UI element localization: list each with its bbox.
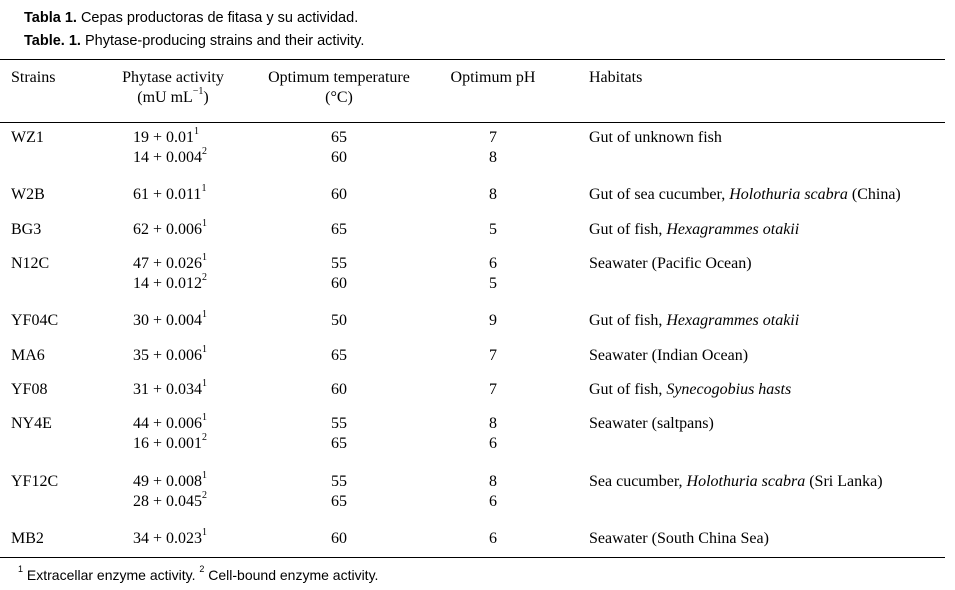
- ph-cell: 6: [489, 255, 497, 272]
- bottom-rule: [0, 557, 945, 558]
- temperature-cell: 65: [331, 347, 347, 364]
- temperature-cell: 65: [331, 435, 347, 452]
- caption-text-es: Cepas productoras de fitasa y su actividad.: [80, 10, 359, 26]
- activity-cell: $31 + 0.034^1$: [133, 377, 208, 398]
- table-caption-es: [24, 9, 358, 27]
- footnote-mark-1: 1: [18, 564, 24, 575]
- strain-cell: W2B: [11, 186, 45, 203]
- ph-cell: 5: [489, 275, 497, 292]
- header-rule: [0, 122, 945, 123]
- ph-cell: 7: [489, 347, 497, 364]
- activity-cell: $28 + 0.045^2$: [133, 489, 208, 510]
- temperature-cell: 60: [331, 186, 347, 203]
- activity-cell: $34 + 0.023^1$: [133, 526, 208, 547]
- activity-cell: $49 + 0.008^1$: [133, 469, 208, 490]
- table-caption-en: [24, 32, 364, 50]
- ph-cell: 7: [489, 129, 497, 146]
- strain-cell: YF08: [11, 381, 48, 398]
- caption-label-en: Table. 1.: [24, 33, 81, 49]
- table-footnote: [18, 566, 378, 584]
- footnote-mark-2: 2: [199, 564, 205, 575]
- header-activity-line1: Phytase activity: [122, 69, 224, 86]
- strain-cell: MB2: [11, 530, 44, 547]
- habitat-cell: Seawater (Pacific Ocean): [589, 255, 752, 272]
- temperature-cell: 65: [331, 221, 347, 238]
- ph-cell: 8: [489, 149, 497, 166]
- ph-cell: 6: [489, 530, 497, 547]
- ph-cell: 8: [489, 415, 497, 432]
- habitat-cell: Seawater (South China Sea): [589, 530, 769, 547]
- strain-cell: N12C: [11, 255, 50, 272]
- habitat-cell: Gut of sea cucumber, Holothuria scabra (China): [589, 186, 901, 203]
- strain-cell: WZ1: [11, 129, 44, 146]
- habitat-cell: Gut of unknown fish: [589, 129, 722, 146]
- habitat-cell: Gut of fish, Hexagrammes otakii: [589, 312, 800, 329]
- activity-cell: $14 + 0.012^2$: [133, 271, 208, 292]
- header-activity-line2: (mU $mL^{-1}$): [137, 85, 209, 106]
- activity-cell: $19 + 0.01^1$: [133, 125, 200, 146]
- activity-cell: $62 + 0.006^1$: [133, 217, 208, 238]
- temperature-cell: 55: [331, 255, 347, 272]
- ph-cell: 5: [489, 221, 497, 238]
- habitat-cell: Seawater (saltpans): [589, 415, 714, 432]
- top-rule: [0, 59, 945, 60]
- habitat-cell: Sea cucumber, Holothuria scabra (Sri Lanka): [589, 473, 883, 490]
- strain-cell: YF04C: [11, 312, 59, 329]
- strain-cell: NY4E: [11, 415, 52, 432]
- activity-cell: $47 + 0.026^1$: [133, 251, 208, 272]
- activity-cell: $35 + 0.006^1$: [133, 343, 208, 364]
- header-ph: Optimum pH: [450, 69, 536, 86]
- caption-label-es: Tabla 1.: [24, 10, 77, 26]
- habitat-cell: Gut of fish, Synecogobius hasts: [589, 381, 792, 398]
- temperature-cell: 65: [331, 129, 347, 146]
- ph-cell: 9: [489, 312, 497, 329]
- strain-cell: BG3: [11, 221, 42, 238]
- temperature-cell: 55: [331, 415, 347, 432]
- temperature-cell: 60: [331, 530, 347, 547]
- temperature-cell: 60: [331, 149, 347, 166]
- activity-cell: $44 + 0.006^1$: [133, 411, 208, 432]
- footnote-text-2: Cell-bound enzyme activity.: [204, 567, 379, 583]
- activity-cell: $30 + 0.004^1$: [133, 308, 208, 329]
- footnote-text-1: Extracellar enzyme activity.: [23, 567, 200, 583]
- strain-cell: YF12C: [11, 473, 59, 490]
- habitat-cell: Seawater (Indian Ocean): [589, 347, 749, 364]
- header-strains: Strains: [11, 69, 56, 86]
- ph-cell: 6: [489, 435, 497, 452]
- activity-cell: $16 + 0.001^2$: [133, 431, 208, 452]
- header-habitats: Habitats: [589, 69, 643, 86]
- activity-cell: $61 + 0.011^1$: [133, 182, 207, 203]
- temperature-cell: 60: [331, 381, 347, 398]
- ph-cell: 6: [489, 493, 497, 510]
- habitat-cell: Gut of fish, Hexagrammes otakii: [589, 221, 800, 238]
- ph-cell: 8: [489, 473, 497, 490]
- strain-cell: MA6: [11, 347, 45, 364]
- temperature-cell: 55: [331, 473, 347, 490]
- caption-text-en: Phytase-producing strains and their activity.: [84, 33, 365, 49]
- header-activity: [98, 68, 248, 108]
- header-temperature-line1: Optimum temperature: [268, 69, 410, 86]
- ph-cell: 7: [489, 381, 497, 398]
- activity-cell: $14 + 0.004^2$: [133, 145, 208, 166]
- ph-cell: 8: [489, 186, 497, 203]
- temperature-cell: 50: [331, 312, 347, 329]
- header-temperature-line2: (°C): [325, 89, 353, 106]
- temperature-cell: 65: [331, 493, 347, 510]
- temperature-cell: 60: [331, 275, 347, 292]
- header-temperature: [254, 68, 424, 108]
